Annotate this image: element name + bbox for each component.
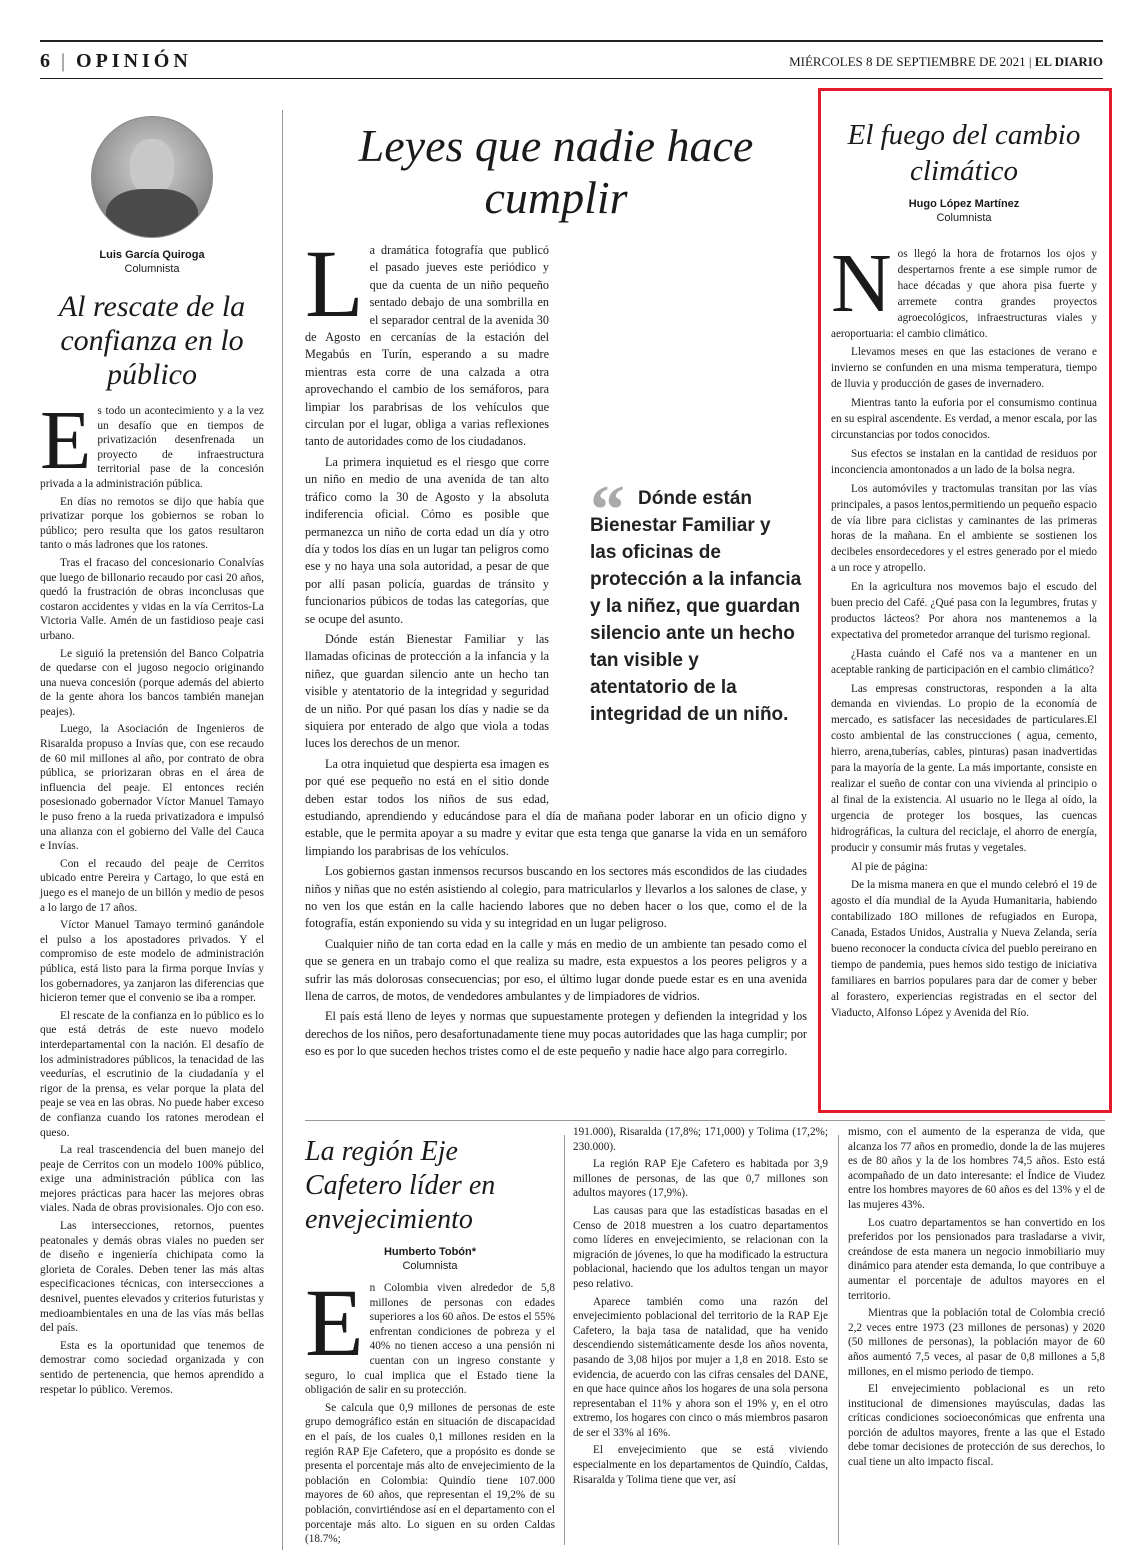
right-paragraph: Las empresas constructoras, responden a la alta demanda en viviendas. Lo propio de la economía de mercado, es satisfacer las necesidades de particulares.El costo ambiental de las construcciones ( agua, cemento, hierro, arena,tuberías, cables, pinturas) pasan inadvertidas para la mayoría de la gente. La más importante, consiste en realizar el sueño de contar con una vivienda al principio o al final de la existencia. Al usuario no le llega al oído, la urgencia de proteger los bosques, las cuencas hidrográficas, la cultura del reciclaje, el ahorro de energía, producir y consumir más frutas y vegetales. [831, 682, 1097, 854]
pull-quote [590, 472, 802, 728]
header-left: 6 | OPINIÓN [40, 50, 192, 72]
bottom-paragraph: En Colombia viven alrededor de 5,8 millones de personas con edades superiores a los 60 años. De estos el 55% enfrentan condiciones de pobreza y el 40% no tienen acceso a una pensión ni cuentan con un ingreso constante y seguro, lo cual implica que el Estado tiene la obligación de salir en su protección. [305, 1269, 555, 1397]
center-paragraph: Los gobiernos gastan inmensos recursos buscando en los sectores más escondidos de las ciudades niños y niñas que no estén asistiendo al colegio, para matricularlos y llevarlos a los salones de clase, y no ven los que están en la calle haciendo labores que no deben hacer o los que, como el de la fotografía, están exponiendo su vida y su integridad en un lugar peligroso. [305, 864, 807, 931]
center-paragraph: La otra inquietud que despierta esa imagen es por qué ese pequeño no está en el sitio donde deben estar todos los niños de sus edad, estudiando, aprendiendo y educándose para el día de mañana poder laborar en un oficio digno y estable, que le permita apoyar a su madre y evitar que esta tenga que ganarse la vida en un semáforo limpiando los parabrisas de los vehículos. [305, 756, 807, 858]
bottom-paragraph: mismo, con el aumento de la esperanza de vida, que alcanza los 77 años en promedio, donde la de las mujeres es de 80 años y la de los hombres 74,5 años. Esto está acompañado de un dato interesante: el Índice de Viudez entre los hombres mayores de 60 años es del 13% y el de las mujeres 43%. [848, 1126, 1105, 1211]
center-paragraph: Dónde están Bienestar Familiar y las llamadas oficinas de protección a la infancia y la niñez, que guardan silencio ante un hecho tan visible y atentatorio de la integridad y seguridad de un niño. Por qué pasan los días y nadie se da siquiera por enterado de algo que viola a todas luces los derechos de un menor. [305, 631, 549, 751]
page-number: 6 [40, 50, 51, 72]
bottom-paragraph: El envejecimiento que se está viviendo especialmente en los departamentos de Quindío, Caldas, Risaralda y Tolima tiene que ver, así [573, 1444, 828, 1486]
center-paragraph: La primera inquietud es el riesgo que corre un niño en medio de una avenida de tan alto tráfico como la 30 de Agosto y la absoluta indiferencia oficial. Cómo es posible que permanezca un niño de corta edad un día y otro día y todos los días en un lugar tan peligros como ese y no haya una sola autoridad, a pesar de que por allí pasan policía, guardas de tránsito y funcionarios púbicos de todas las categorías, que se ocupe del asunto. [305, 454, 549, 626]
column-divider [838, 1135, 839, 1545]
quote-mark-icon: “ [590, 472, 625, 549]
section-divider [305, 1120, 1105, 1121]
left-author-role: Columnista [124, 263, 180, 275]
issue-date: MIÉRCOLES 8 DE SEPTIEMBRE DE 2021 [789, 54, 1026, 69]
bottom-column-2 [573, 1125, 828, 1490]
bottom-paragraph: Aparece también como una razón del envejecimiento poblacional del territorio de la RAP Eje Cafetero, la baja tasa de natalidad, que ha venido descendiendo sistemáticamente desde los años noventa, pasando de 3,08 hijos por mujer a 1,8 en 2018. Esto se evidencia, de acuerdo con las cifras censales del DANE, en que hace quince años los hogares de una sola persona representaban el 11% y ahora son el 19% y, en el otro extremo, los hogares con cinco o más miembros pasaron de ser el 33% al 16%. [573, 1295, 828, 1439]
left-paragraph: La real trascendencia del buen manejo del peaje de Cerritos con un modelo 100% público, exige una administración pública con las mejores prácticas para hacer las mejores obras viales. Nada de obras provisionales. Ojo con eso. [40, 1144, 264, 1215]
center-paragraph: Cualquier niño de tan corta edad en la calle y más en medio de un ambiente tan pesado como el que se genera en un trabajo como el que realiza su madre, esta expuestos a los peores peligros y a sufrir las más dolorosas consecuencias; por eso, el último lugar donde puede estar es en una avenida llena de carros, de motos, de vendedores ambulantes y de limpiadores de vidrios. [305, 936, 807, 1004]
left-paragraph: Es todo un acontecimiento y a la vez un desafío que en tiempos de privatización desenfrenada un proyecto de infraestructura territorial pase de la concesión privada a la administración pública. [40, 394, 264, 490]
right-title: El fuego del cambio climático [847, 119, 1081, 187]
page-header [40, 40, 1103, 79]
left-paragraph: Luego, la Asociación de Ingenieros de Risaralda propuso a Invías que, con ese recaudo de 60 mil millones al año, por contrato de obra pública, se priorizaran obras en el área de influencia del peaje. El entonces recién posesionado gobernador Víctor Manuel Tamayo le puso freno a la rueda privatizadora e impulsó una alianza con el gobierno del Valle del Cauca e Invías. [40, 723, 264, 853]
right-article [818, 88, 1112, 1113]
center-title: Leyes que nadie hace cumplir [358, 120, 754, 223]
column-divider [564, 1135, 565, 1545]
bottom-title: La región Eje Cafetero líder en envejecimiento [305, 1136, 496, 1235]
right-paragraph: De la misma manera en que el mundo celebró el 19 de agosto el día mundial de la Ayuda Humanitaria, habiendo contabilizado 18O millones de refugiados en Europa, Canada, Estados Unidos, Australia y Nueva Zelanda, sería bueno reconocer la conducta cívica del pueblo pereirano en tiempo de pandemia, pues hemos sido testigo de iniciativa familiares en barrios populares para dar de comer y beber al forastero, experiencias registradas en el sector del Viaducto, Alfonso López y Avenida del Río. [831, 879, 1097, 1019]
right-byline [831, 197, 1097, 225]
left-body [40, 394, 264, 1397]
center-paragraph: El país está lleno de leyes y normas que supuestamente protegen y defienden la integridad y los derechos de los niños, pero desafortunadamente tiene muy pocas autoridades que las haga cumplir; por eso es por lo que suceden hechos tristes como el de este pequeño y nadie hace algo para corregirlo. [305, 1009, 807, 1059]
left-article [40, 110, 264, 1400]
column-divider [282, 110, 283, 1550]
pull-quote-text: Dónde están Bienestar Familiar y las oficinas de protección a la infancia y la niñez, que guardan silencio ante un hecho tan visible y atentatorio de la integridad de un niño. [590, 488, 802, 725]
bottom-column-1 [305, 1125, 555, 1550]
center-dropcap: L [305, 230, 364, 337]
left-dropcap: E [40, 394, 92, 487]
bottom-paragraph: Mientras que la población total de Colombia creció 2,2 veces entre 1973 (23 millones de personas) y 2020 (50 millones de personas), la población mayor de 60 años aumentó 7,5 veces, al pasar de 0,8 millones a 5,8 millones, en el mismo periodo de tiempo. [848, 1307, 1105, 1378]
bottom-paragraph: Los cuatro departamentos se han convertido en los preferidos por los pensionados para trasladarse a vivir, creándose de esta manera un negocio inmobiliario muy dinámico para atender esta demanda, lo que contribuye a aumentar el porcentaje de adultos mayores en el territorio. [848, 1216, 1105, 1302]
section-name: OPINIÓN [76, 50, 192, 72]
right-paragraph: Al pie de página: [851, 860, 928, 873]
left-paragraph: Con el recaudo del peaje de Cerritos ubicado entre Pereira y Cartago, lo que está en juego es el manejo de un billón y medio de pesos a lo largo de 17 años. [40, 857, 264, 914]
bottom-author: Humberto Tobón* [383, 1246, 477, 1258]
left-paragraph: Le siguió la pretensión del Banco Colpatria de quedarse con el jugoso negocio originando una nueva concesión (porque además del abierto de la gente ahora los bancos también manejan peajes). [40, 647, 264, 718]
right-paragraph: Llevamos meses en que las estaciones de verano e invierno se confunden en una misma temperatura, tiempo de lluvia y producción de gases de invernadero. [831, 346, 1097, 391]
bottom-paragraph: Se calcula que 0,9 millones de personas de este grupo demográfico están en situación de discapacidad en el país, de los cuales 0,1 millones residen en la región RAP Eje Cafetero, que a propósito es donde se presenta el porcentaje más alto de envejecimiento de la población en Colombia: Quindío tiene 107.000 mayores de 60 años, que representan el 19,2% de su población, convirtiéndose así en el departamento con el porcentaje más alto. Lo siguen en su orden Caldas (18.7%; [305, 1401, 555, 1546]
left-paragraph: Víctor Manuel Tamayo terminó ganándole el pulso a los apostadores privados. Y el compromiso de este modelo de administración pública, está listo para la firma porque Invías y los gobernadores, ya zanjaron las diferencias que hicieron temer que el convenio se iba a romper. [40, 919, 264, 1005]
bottom-paragraph: Las causas para que las estadísticas basadas en el Censo de 2018 muestren a los cuatro departamentos como líderes en envejecimiento, se relacionan con la migración de jóvenes, lo que ha modificado la estructura poblacional, haciendo que los adultos tengan un mayor peso relativo. [573, 1204, 828, 1290]
left-paragraph: Las intersecciones, retornos, puentes peatonales y demás obras viales no pueden ser de diseño e ingeniería chichipata como la glorieta de Corales. Deben tener las más altas especificaciones técnicas, con intersecciones a desnivel, puentes elevados y criterios futuristas y medioambientales en una de las vías más bellas del país. [40, 1220, 264, 1335]
newspaper-name: EL DIARIO [1034, 54, 1103, 69]
bottom-author-role: Columnista [402, 1260, 458, 1272]
right-paragraph: En la agricultura nos movemos bajo el escudo del buen precio del Café. ¿Qué pasa con la legumbres, frutas y productos lácteos? Por ahora nos mantenemos a la expectativa del prometedor arranque del turismo regional. [831, 581, 1097, 641]
bottom-column-3 [848, 1125, 1105, 1473]
left-author: Luis García Quiroga [99, 249, 205, 261]
left-paragraph: El rescate de la confianza en lo público es lo que está detrás de este nuevo modelo interdepartamental con la nación. El desafío de los administradores públicos, la tenacidad de las veedurías, el escrutinio de la ciudadanía y el rigor de la prensa, es velar porque la plata del peaje se vea en las obras. No puede haber exceso de confianza cuando los ratones merodean el queso. [40, 1009, 264, 1139]
left-paragraph: En días no remotos se dijo que había que privatizar porque los gobiernos se roban lo público; pero resulta que los gatos resultaron tanto o más ladrones que los ratones. [40, 495, 264, 552]
right-body [831, 237, 1097, 1022]
right-paragraph: Mientras tanto la euforia por el consumismo continua en su espiral ascendente. Es verdad, a menor escala, por las circunstancias por todos conocidos. [831, 397, 1097, 441]
bottom-dropcap: E [305, 1269, 364, 1376]
right-author-role: Columnista [936, 212, 992, 224]
bottom-body-1 [305, 1269, 555, 1547]
right-paragraph: ¿Hasta cuándo el Café nos va a mantener en un aceptable ranking de participación en el cambio climático? [831, 647, 1097, 676]
right-paragraph: Nos llegó la hora de frotarnos los ojos y despertarnos frente a ese simple rumor de hace décadas y que ahora pisa fuerte y arremete contra grandes proyectos agroecológicos, infraestructuras viales y aeroportuaria: el cambio climático. [831, 237, 1097, 340]
left-paragraph: Esta es la oportunidad que tenemos de demostrar como sociedad organizada y con sentido de pertenencia, que hemos aprendido a respetar lo público. Veremos. [40, 1339, 264, 1396]
left-title: Al rescate de la confianza en lo público [58, 290, 246, 391]
header-right: MIÉRCOLES 8 DE SEPTIEMBRE DE 2021 | EL DIARIO [789, 54, 1103, 69]
right-dropcap: N [831, 237, 892, 330]
right-paragraph: Sus efectos se instalan en la cantidad de residuos por inconciencia amontonados a un lado de la bolsa negra. [831, 447, 1097, 476]
bottom-paragraph: La región RAP Eje Cafetero es habitada por 3,9 millones de personas, de las que 0,7 millones son adultos mayores (17,9%). [573, 1158, 828, 1200]
center-paragraph: La dramática fotografía que publicó el pasado jueves este periódico y que da cuenta de un niño pequeño sentado debajo de una sombrilla en el separador central de la avenida 30 de Agosto en cercanías de la estación del Megabús en Turín, esperando a su madre mientras esta corre de una calzada a otra aprovechando el cambio de los semáforos, para limpiar los parabrisas de los vehículos que circulan por el lugar, obliga a varias reflexiones tanto de autoridades como de los ciudadanos. [305, 230, 549, 449]
left-byline [40, 248, 264, 276]
bottom-paragraph: El envejecimiento poblacional es un reto institucional de dimensiones mayúsculas, dadas las críticas condiciones socioeconómicas que enfrenta una porción de adultos mayores, frente a las que el Estado debe tomar decisiones de protección de sus derechos, lo cual tiene un alto impacto fiscal. [848, 1383, 1105, 1469]
left-paragraph: Tras el fracaso del concesionario Conalvías que luego de billonario recaudo por casi 20 años, quedó la frustración de obras inconclusas que costaron accidentes y vidas en la vía Cerritos-La Victoria Valle. Amén de un fastidioso peaje casi urbano. [40, 556, 264, 642]
right-author: Hugo López Martínez [908, 198, 1020, 210]
bottom-paragraph: 191.000), Risaralda (17,8%; 171,000) y Tolima (17,2%; 230.000). [573, 1126, 828, 1153]
right-paragraph: Los automóviles y tractomulas transitan por las vías principales, a pasos lentos,permitiendo un pequeño espacio de vía libre para ciclistas y caminantes de las primeras horas de la mañana. En el ambiente se sostienen los decibeles ensordecedores y el estres generado por el miedo a un roce y atropello. [831, 482, 1097, 575]
author-photo [91, 116, 213, 238]
